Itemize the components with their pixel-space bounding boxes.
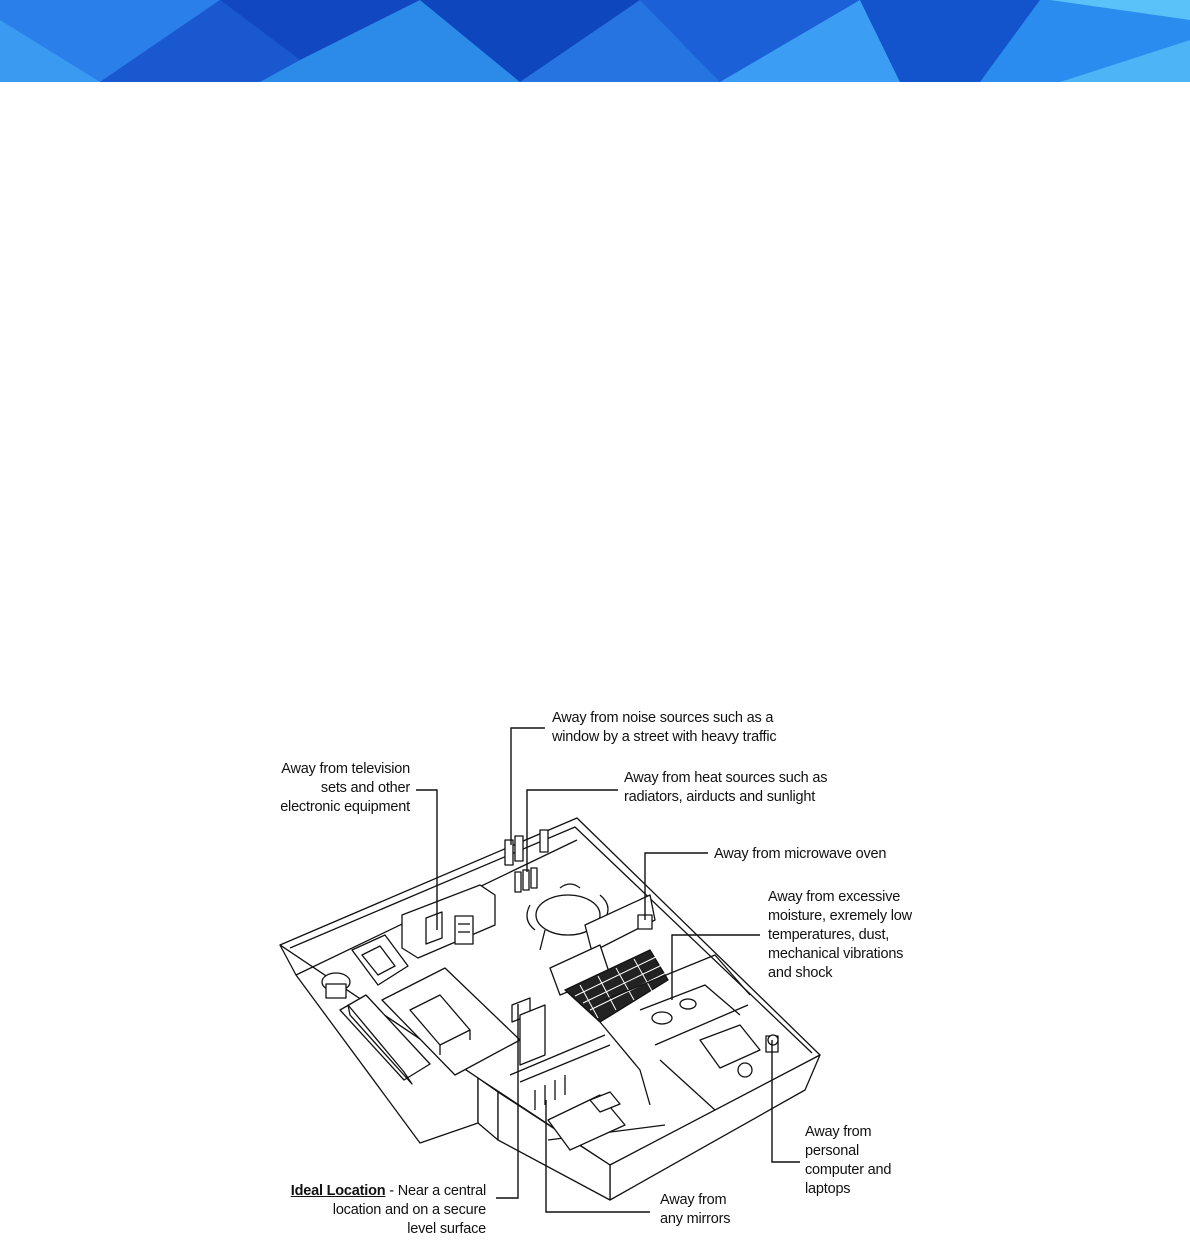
- label-moisture: Away from excessive moisture, exremely low temperatures, dust, mechanical vibrations and shock: [768, 889, 912, 981]
- label-ideal-location: [250, 1182, 486, 1239]
- ideal-location-text: - Near a central location and on a secure level surface: [332, 1183, 486, 1237]
- label-noise-sources: Away from noise sources such as a window by a street with heavy traffic: [552, 710, 777, 745]
- label-microwave: Away from microwave oven: [714, 846, 887, 862]
- label-computer: Away from personal computer and laptops: [805, 1124, 892, 1197]
- ideal-location-title: Ideal Location: [290, 1183, 386, 1199]
- label-television: Away from television sets and other electronic equipment: [280, 761, 410, 815]
- label-mirrors: Away from any mirrors: [660, 1192, 731, 1227]
- label-heat-sources: Away from heat sources such as radiators, airducts and sunlight: [624, 770, 828, 805]
